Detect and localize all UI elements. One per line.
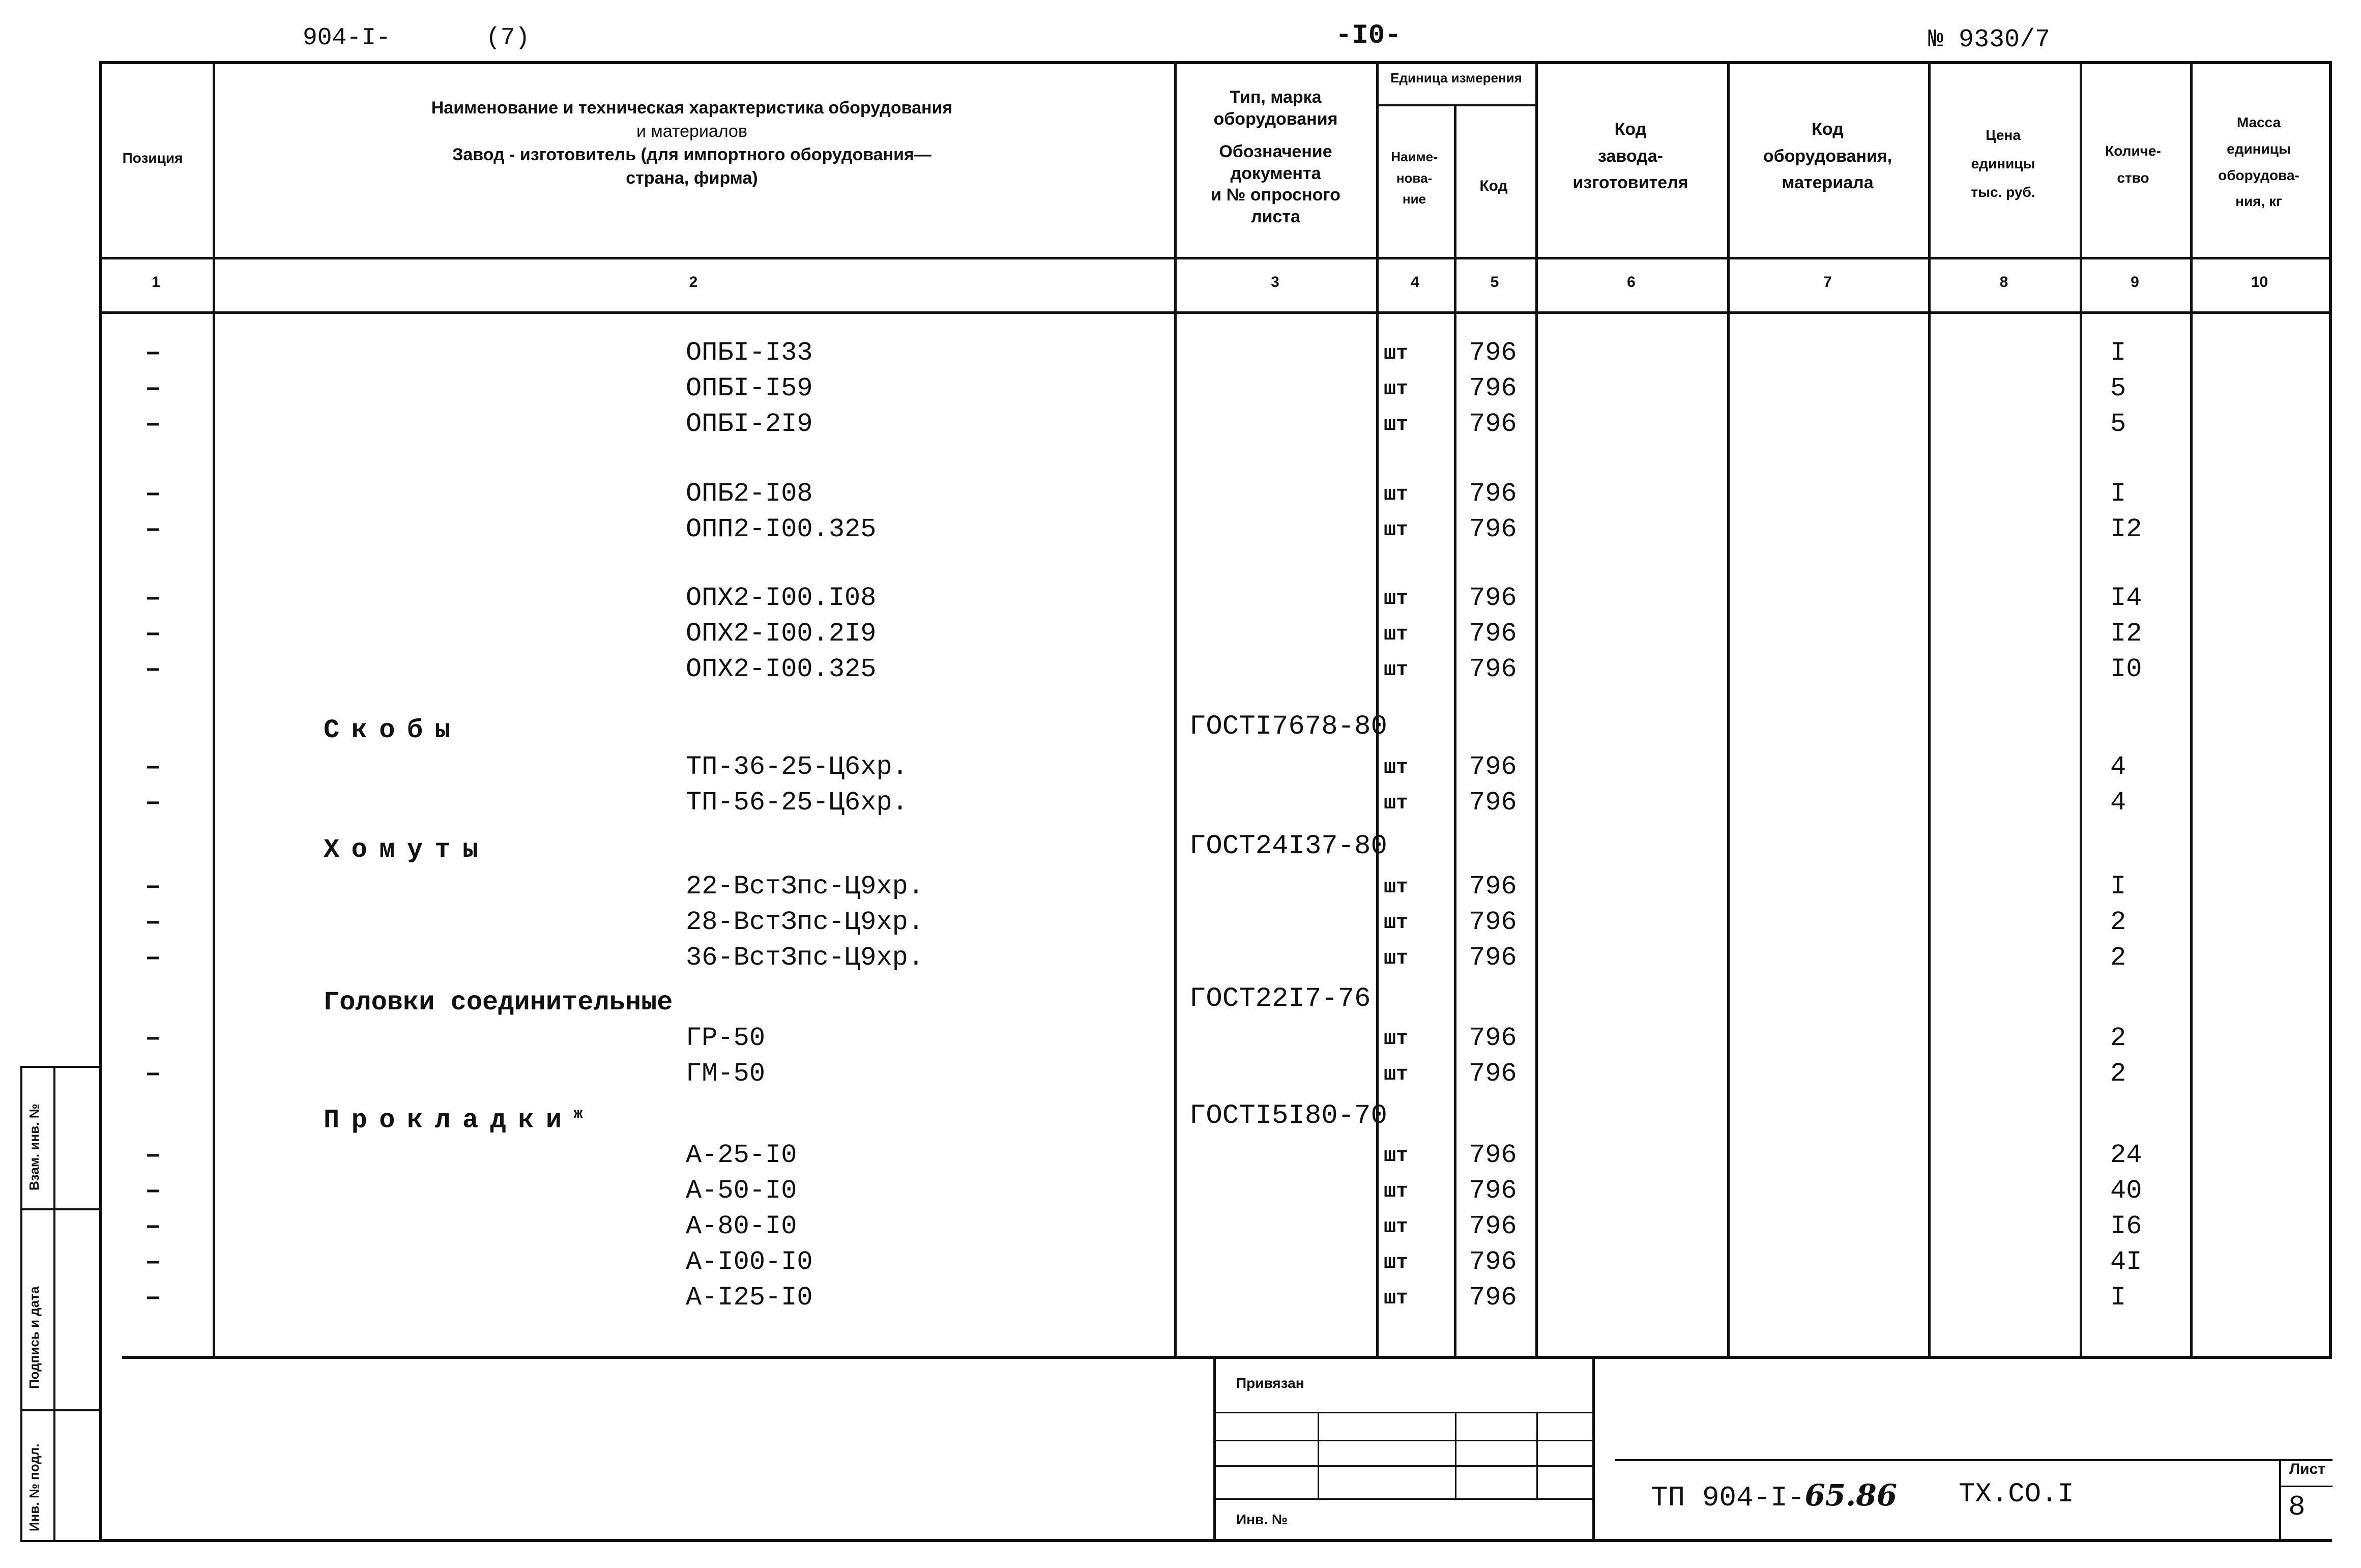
page-number: -I0- <box>1335 20 1402 51</box>
column-divider <box>213 61 215 1356</box>
row-unit: шт <box>1384 1216 1409 1239</box>
row-position: – <box>145 1247 161 1277</box>
row-position: – <box>145 872 161 902</box>
section-standard: ГОСТ24I37-80 <box>1189 831 1387 862</box>
column-divider <box>1376 61 1379 1356</box>
header-name-l1: Наименование и техническая характеристика оборудования <box>431 98 953 118</box>
row-unit: шт <box>1384 1063 1409 1086</box>
row-unit-code: 796 <box>1469 1140 1517 1170</box>
row-unit: шт <box>1384 1145 1409 1168</box>
row-quantity: 5 <box>2110 373 2126 403</box>
sheet-box-rule <box>2279 1486 2333 1487</box>
row-name: ТП-56-25-Ц6хр. <box>686 788 908 818</box>
row-name: ОПП2-I00.325 <box>686 514 877 544</box>
row-name: ОПБ2-I08 <box>686 479 813 509</box>
section-title: Хомуты <box>324 835 490 865</box>
row-position: – <box>145 752 161 782</box>
header-name <box>214 97 1170 190</box>
header-material-code-l2: оборудования, <box>1763 146 1892 166</box>
row-unit-code: 796 <box>1469 409 1517 439</box>
row-quantity: 4I <box>2110 1247 2142 1277</box>
row-unit: шт <box>1384 1252 1409 1274</box>
header-unit-code: Код <box>1479 178 1508 194</box>
titleblock-cell <box>1455 1412 1456 1498</box>
row-unit: шт <box>1384 342 1409 365</box>
doc-number-left: 904-I- <box>303 24 391 52</box>
header-type-l3: Обозначение <box>1219 142 1332 161</box>
row-name: А-50-I0 <box>686 1176 797 1206</box>
row-unit-code: 796 <box>1469 373 1517 403</box>
header-name-l3: Завод - изготовитель (для импортного оборудования— <box>452 144 931 164</box>
header-quantity <box>2080 137 2187 191</box>
row-position: – <box>145 479 161 509</box>
header-bottom-rule <box>99 257 2329 259</box>
header-mass-l4: ния, кг <box>2235 193 2282 210</box>
row-position: – <box>145 654 161 684</box>
column-number: 5 <box>1490 274 1499 291</box>
header-type-l5: и № опросного <box>1211 185 1340 205</box>
titleblock-row <box>1213 1440 1592 1441</box>
row-unit: шт <box>1384 519 1409 542</box>
row-quantity: I <box>2110 872 2126 902</box>
row-unit-code: 796 <box>1469 943 1517 973</box>
row-position: – <box>145 1283 161 1313</box>
header-unit-name <box>1376 147 1452 210</box>
header-unit-name-l3: ние <box>1402 191 1426 207</box>
column-divider <box>1174 61 1177 1356</box>
row-quantity: 2 <box>2110 943 2126 973</box>
row-name: А-80-I0 <box>686 1211 797 1241</box>
header-unit-name-l2: нова- <box>1396 170 1433 186</box>
row-unit-code: 796 <box>1469 619 1517 649</box>
header-type-l4: документа <box>1230 163 1321 183</box>
header-name-l2: и материалов <box>636 121 748 141</box>
row-quantity: I4 <box>2110 583 2142 613</box>
row-position: – <box>145 514 161 544</box>
header-mass-l3: оборудова- <box>2218 167 2299 183</box>
row-unit: шт <box>1384 623 1409 646</box>
titleblock-divider <box>1592 1356 1595 1539</box>
header-type-l2: оборудования <box>1213 109 1338 129</box>
row-unit-code: 796 <box>1469 654 1517 684</box>
side-stamp-rule <box>20 1409 101 1411</box>
row-position: – <box>145 1023 161 1053</box>
header-quantity-l2: ство <box>2117 170 2149 186</box>
row-name: ОПБI-2I9 <box>686 409 813 439</box>
column-divider <box>1928 61 1931 1356</box>
column-number: 9 <box>2131 274 2139 291</box>
row-quantity: I <box>2110 338 2126 368</box>
doc-code-handwritten: 65.86 <box>1804 1478 1898 1513</box>
row-unit-code: 796 <box>1469 907 1517 937</box>
row-unit: шт <box>1384 1180 1409 1203</box>
row-unit: шт <box>1384 757 1409 779</box>
section-title: Прокладки$^ж$ <box>324 1105 583 1136</box>
row-unit-code: 796 <box>1469 1283 1517 1313</box>
header-type-l6: листа <box>1251 207 1300 226</box>
row-unit-code: 796 <box>1469 1059 1517 1089</box>
table-top-border <box>99 61 2329 64</box>
column-divider <box>1727 61 1730 1356</box>
column-number: 10 <box>2251 274 2268 291</box>
row-quantity: I2 <box>2110 514 2142 544</box>
row-unit-code: 796 <box>1469 479 1517 509</box>
side-stamp-rule <box>53 1066 55 1542</box>
doc-mark: ТХ.СО.I <box>1959 1479 2074 1510</box>
section-standard: ГОСТI5I80-70 <box>1189 1100 1387 1131</box>
titleblock-row <box>1213 1465 1592 1467</box>
row-name: 36-ВстЗпс-Ц9хр. <box>686 943 924 973</box>
row-unit-code: 796 <box>1469 583 1517 613</box>
doc-variant: (7) <box>486 24 530 52</box>
side-stamp-rule <box>20 1066 101 1068</box>
inv-label: Инв. № <box>1236 1512 1288 1527</box>
row-position: – <box>145 1059 161 1089</box>
row-name: А-I00-I0 <box>686 1247 813 1277</box>
section-title-mark: ж <box>573 1106 583 1123</box>
header-price <box>1931 121 2076 207</box>
row-unit: шт <box>1384 1028 1409 1051</box>
inventory-number: № 9330/7 <box>1928 25 2051 54</box>
header-position: Позиция <box>122 150 183 166</box>
row-position: – <box>145 943 161 973</box>
column-number: 7 <box>1823 274 1832 291</box>
table-right-border <box>2329 61 2332 1359</box>
header-unit-group: Единица измерения <box>1390 70 1522 85</box>
row-quantity: I0 <box>2110 654 2142 684</box>
sheet-number: 8 <box>2288 1491 2306 1523</box>
row-name: ОПХ2-I00.325 <box>686 654 877 684</box>
row-name: ОПХ2-I00.I08 <box>686 583 877 613</box>
header-name-l4: страна, фирма) <box>626 168 758 188</box>
header-factory-code-l1: Код <box>1614 120 1647 139</box>
side-signature-date: Подпись и дата <box>26 1286 42 1389</box>
bound-label: Привязан <box>1236 1375 1304 1391</box>
header-unit-name-l1: Наиме- <box>1391 149 1438 164</box>
header-type <box>1178 86 1374 227</box>
row-unit: шт <box>1384 912 1409 935</box>
row-name: ОПБI-I59 <box>686 373 813 403</box>
row-unit-code: 796 <box>1469 1023 1517 1053</box>
row-unit: шт <box>1384 792 1409 815</box>
row-unit-code: 796 <box>1469 872 1517 902</box>
row-position: – <box>145 409 161 439</box>
titleblock-cell <box>1318 1412 1319 1498</box>
row-unit: шт <box>1384 588 1409 611</box>
row-position: – <box>145 373 161 403</box>
header-mass <box>2193 109 2325 215</box>
header-quantity-l1: Количе- <box>2105 143 2161 159</box>
column-divider <box>2080 61 2082 1356</box>
row-quantity: 4 <box>2110 752 2126 782</box>
row-position: – <box>145 1211 161 1241</box>
row-unit: шт <box>1384 876 1409 899</box>
row-position: – <box>145 1176 161 1206</box>
row-unit: шт <box>1384 378 1409 401</box>
row-unit: шт <box>1384 483 1409 506</box>
row-quantity: 2 <box>2110 1023 2126 1053</box>
column-number: 8 <box>1999 274 2008 291</box>
column-divider <box>1535 61 1538 1356</box>
row-unit: шт <box>1384 947 1409 970</box>
row-position: – <box>145 583 161 613</box>
column-number: 1 <box>152 274 160 291</box>
row-name: А-25-I0 <box>686 1140 797 1170</box>
page-bottom-rule <box>99 1539 2332 1542</box>
header-mass-l1: Масса <box>2236 114 2281 130</box>
row-quantity: 40 <box>2110 1176 2142 1206</box>
row-position: – <box>145 788 161 818</box>
titleblock-code-rule <box>1615 1459 2333 1461</box>
column-number: 3 <box>1271 274 1279 291</box>
titleblock-left <box>1213 1356 1216 1539</box>
titleblock-row <box>1213 1412 1592 1413</box>
titleblock-cell <box>1536 1412 1538 1498</box>
row-unit: шт <box>1384 414 1409 437</box>
row-quantity: 2 <box>2110 1059 2126 1089</box>
column-number: 2 <box>689 274 698 291</box>
row-name: ОПХ2-I00.2I9 <box>686 619 877 649</box>
row-name: ТП-36-25-Ц6хр. <box>686 752 908 782</box>
header-factory-code <box>1536 116 1725 196</box>
sheet-box-left <box>2279 1459 2281 1539</box>
header-type-l1: Тип, марка <box>1230 88 1322 107</box>
row-unit: шт <box>1384 659 1409 682</box>
header-material-code-l1: Код <box>1812 120 1844 139</box>
unit-group-rule <box>1376 104 1535 106</box>
row-name: ОПБI-I33 <box>686 338 813 368</box>
sheet-label: Лист <box>2289 1461 2325 1477</box>
body-bottom-rule <box>122 1356 2332 1359</box>
row-name: 22-ВстЗпс-Ц9хр. <box>686 872 924 902</box>
row-unit-code: 796 <box>1469 752 1517 782</box>
column-number: 6 <box>1627 274 1636 291</box>
row-quantity: 4 <box>2110 788 2126 818</box>
side-stamp-rule <box>20 1066 22 1542</box>
row-unit-code: 796 <box>1469 1247 1517 1277</box>
row-quantity: I2 <box>2110 619 2142 649</box>
header-mass-l2: единицы <box>2227 140 2291 157</box>
row-quantity: 2 <box>2110 907 2126 937</box>
row-quantity: I <box>2110 479 2126 509</box>
row-name: ГМ-50 <box>686 1059 766 1089</box>
row-name: А-I25-I0 <box>686 1283 813 1313</box>
row-quantity: 24 <box>2110 1140 2142 1170</box>
header-material-code-l3: материала <box>1782 173 1874 193</box>
side-stamp-rule <box>20 1208 101 1210</box>
doc-code <box>1651 1478 1897 1514</box>
section-title: Скобы <box>324 715 463 745</box>
section-standard: ГОСТ22I7-76 <box>1189 983 1371 1014</box>
side-replaced-inv: Взам. инв. № <box>26 1104 42 1190</box>
row-unit-code: 796 <box>1469 1176 1517 1206</box>
row-quantity: 5 <box>2110 409 2126 439</box>
column-divider <box>1454 104 1456 1356</box>
row-position: – <box>145 619 161 649</box>
row-quantity: I <box>2110 1283 2126 1313</box>
row-unit-code: 796 <box>1469 338 1517 368</box>
header-material-code <box>1730 116 1926 196</box>
row-name: ГР-50 <box>686 1023 766 1053</box>
section-title: Головки соединительные <box>324 988 673 1018</box>
row-unit-code: 796 <box>1469 1211 1517 1241</box>
row-unit-code: 796 <box>1469 514 1517 544</box>
column-number: 4 <box>1411 274 1419 291</box>
header-price-l2: единицы <box>1971 156 2035 171</box>
section-standard: ГОСТI7678-80 <box>1189 711 1387 742</box>
titleblock-row <box>1213 1498 1592 1500</box>
header-factory-code-l3: изготовителя <box>1572 173 1688 193</box>
doc-code-prefix: ТП 904-I- <box>1651 1482 1805 1514</box>
row-position: – <box>145 338 161 368</box>
colnum-bottom-rule <box>99 311 2329 314</box>
row-name: 28-ВстЗпс-Ц9хр. <box>686 907 924 937</box>
row-position: – <box>145 907 161 937</box>
side-orig-inv: Инв. № подл. <box>26 1443 42 1531</box>
row-unit-code: 796 <box>1469 788 1517 818</box>
header-price-l3: тыс. руб. <box>1971 184 2035 200</box>
row-position: – <box>145 1140 161 1170</box>
header-factory-code-l2: завода- <box>1598 146 1663 166</box>
row-quantity: I6 <box>2110 1211 2142 1241</box>
header-price-l1: Цена <box>1986 127 2021 143</box>
column-divider <box>2190 61 2193 1356</box>
side-stamp-rule <box>20 1540 101 1542</box>
row-unit: шт <box>1384 1287 1409 1310</box>
